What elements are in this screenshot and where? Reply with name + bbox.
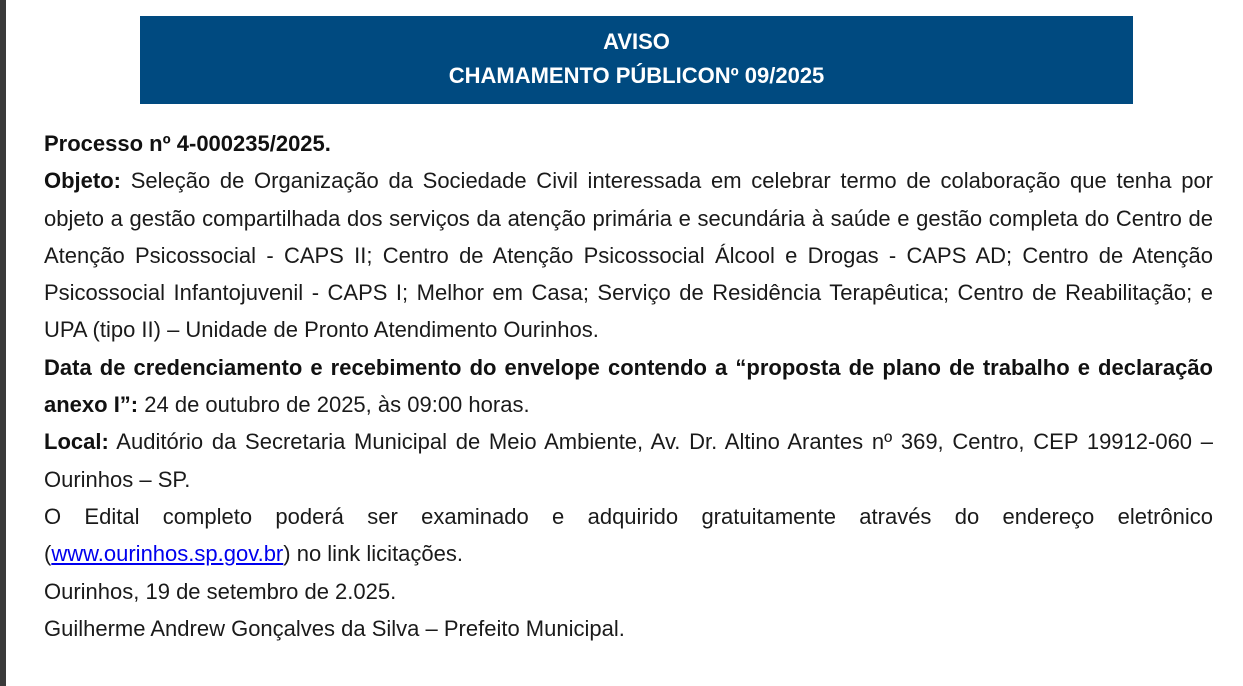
object-label: Objeto: [44,168,121,194]
notice-header-banner [140,16,1133,104]
credentialing-date-text: 24 de outubro de 2025, às 09:00 horas. [138,392,530,418]
location-paragraph [44,423,1213,498]
notice-title: AVISO [603,29,670,54]
process-number: Processo nº 4-000235/2025. [44,131,331,156]
location-text: Auditório da Secretaria Municipal de Meio Ambiente, Av. Dr. Altino Arantes nº 369, Centro, CEP 19912-060 – Ourinhos – SP. [44,429,1213,492]
credentialing-date-label: Data de credenciamento e recebimento do envelope contendo a “proposta de plano de trabalho e declaração anexo I”: [44,354,1213,418]
edital-paragraph [44,498,1213,573]
edital-text-before: O Edital completo poderá ser examinado e adquirido gratuitamente através do endereço eletrônico ( [44,503,1213,567]
credentialing-date-paragraph [44,349,1213,424]
notice-body [44,125,1213,647]
location-label: Local: [44,429,109,455]
edital-text-after: ) no link licitações. [283,541,464,567]
notice-subtitle: CHAMAMENTO PÚBLICONº 09/2025 [448,63,825,88]
window-left-edge [0,0,6,686]
website-link[interactable]: www.ourinhos.sp.gov.br [51,541,284,567]
object-text: Seleção de Organização da Sociedade Civil interessada em celebrar termo de colaboração que tenha por objeto a gestão compartilhada dos serviços da atenção primária e secundária à saúde e gestão completa do Centro de Atenção Psicossocial - CAPS II; Centro de Atenção Psicossocial Álcool e Drogas - CAPS AD; Centro de Atenção Psicossocial Infantojuvenil - CAPS I; Melhor em Casa; Serviço de Residência Terapêutica; Centro de Reabilitação; e UPA (tipo II) – Unidade de Pronto Atendimento Ourinhos. [44,168,1213,343]
signature-line: Guilherme Andrew Gonçalves da Silva – Prefeito Municipal. [44,615,625,641]
date-line: Ourinhos, 19 de setembro de 2.025. [44,578,397,604]
object-paragraph [44,162,1213,348]
